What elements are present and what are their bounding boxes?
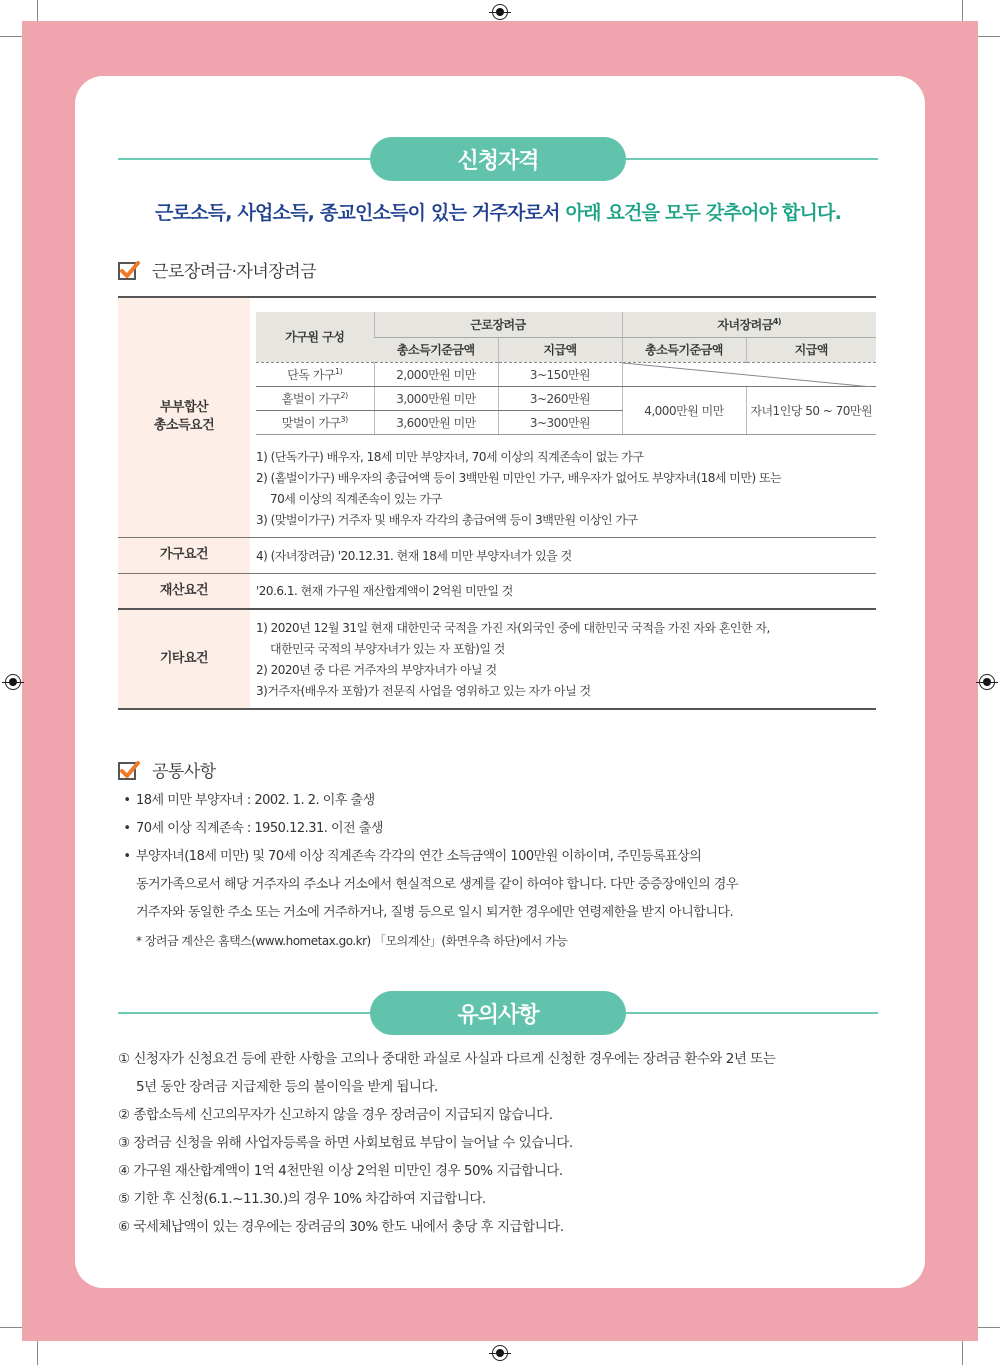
requirement-body [250,610,876,708]
header-pill: 신청자격 [370,137,626,181]
requirement-body [250,538,876,573]
table-row [256,386,876,410]
eligibility-headline [118,198,878,225]
subheading-label: 근로장려금·자녀장려금 [152,262,317,282]
bullet-item: • 18세 미만 부양자녀 : 2002. 1. 2. 이후 출생 [118,787,878,815]
header-pill: 유의사항 [370,991,626,1035]
checkbox-checked-icon [118,259,140,281]
caution-item: ③ 장려금 신청을 위해 사업자등록을 하면 사회보험료 부담이 늘어날 수 있습니다. [118,1135,573,1151]
caution-item: ⑥ 국세체납액이 있는 경우에는 장려금의 30% 한도 내에서 충당 후 지급합니다. [118,1219,564,1235]
registration-mark-icon [492,4,508,20]
work-income-std: 3,600만원 미만 [374,410,498,434]
requirement-label: 가구요건 [118,538,250,573]
work-income-std: 2,000만원 미만 [374,362,498,386]
requirement-row-property [118,574,876,610]
bullet-item: • 70세 이상 직계존속 : 1950.12.31. 이전 출생 [118,815,878,843]
requirement-label [118,298,250,537]
checkbox-checked-icon [118,759,140,781]
hometax-note: * 장려금 계산은 홈택스(www.hometax.go.kr) 「모의계산」(화면우측 하단)에서 가능 [136,934,568,948]
label-line: 부부합산 [159,400,209,416]
subheading-label: 공통사항 [152,762,216,782]
caution-item: ④ 가구원 재산합계액이 1억 4천만원 이상 2억원 미만인 경우 50% 지급합니다. [118,1163,563,1179]
requirement-row-household [118,538,876,574]
requirements-table [118,296,876,710]
requirement-line: 3)거주자(배우자 포함)가 전문직 사업을 영위하고 있는 자가 아닐 것 [256,683,591,698]
child-income-std: 4,000만원 미만 [622,386,746,434]
col-income-std: 총소득기준금액 [622,337,746,362]
registration-mark-icon [5,674,21,690]
bullet-continuation: 동거가족으로서 해당 거주자의 주소나 거소에서 현실적으로 생계를 같이 하여야 합니다. 다만 중증장애인의 경우 [136,877,738,892]
section-header-cautions [118,991,878,1035]
caution-continuation: 5년 동안 장려금 지급제한 등의 불이익을 받게 됩니다. [136,1079,438,1095]
bullet-dot-icon: • [123,821,131,836]
work-payment: 3~300만원 [498,410,622,434]
household-type: 홑벌이 가구$^{2)}$ [256,386,374,410]
footnote: 2) (홑벌이가구) 배우자의 총급여액 등이 3백만원 미만인 가구, 배우자가 없어도 부양자녀(18세 미만) 또는 [256,470,782,485]
registration-mark-icon [492,1345,508,1361]
requirement-label: 기타요건 [118,610,250,708]
caution-item: ② 종합소득세 신고의무자가 신고하지 않을 경우 장려금이 지급되지 않습니다. [118,1107,553,1123]
requirement-body [250,298,876,537]
empty-diagonal-cell [622,362,876,386]
group-work-incentive: 근로장려금 [374,312,622,337]
section-header-eligibility [118,137,878,181]
work-payment: 3~150만원 [498,362,622,386]
requirement-body [250,574,876,608]
caution-item: ① 신청자가 신청요건 등에 관한 사항을 고의나 중대한 과실로 사실과 다르게 신청한 경우에는 장려금 환수와 2년 또는 [118,1051,776,1067]
headline-green-text: 아래 요건을 모두 갖추어야 합니다. [565,202,841,224]
crop-mark [962,1340,963,1365]
crop-mark [37,1340,38,1365]
bullet-continuation: 거주자와 동일한 주소 또는 거소에 거주하거나, 질병 등으로 일시 퇴거한 경우에만 연령제한을 받지 아니합니다. [136,905,734,920]
subheading-incentives [118,257,316,282]
bullet-dot-icon: • [123,793,131,808]
common-bullets [118,787,878,955]
table-row [256,362,876,386]
work-payment: 3~260만원 [498,386,622,410]
footnote: 3) (맞벌이가구) 거주자 및 배우자 각각의 총급여액 등이 3백만원 이상인 가구 [256,512,638,527]
requirement-row-other [118,610,876,710]
footnotes [256,435,876,537]
bullet-item: • 부양자녀(18세 미만) 및 70세 이상 직계존속 각각의 연간 소득금액이 100만원 이하이며, 주민등록표상의 [118,843,878,871]
requirement-text: '20.6.1. 현재 가구원 재산합계액이 2억원 미만일 것 [256,584,513,598]
col-payment: 지급액 [746,337,876,362]
household-type: 단독 가구$^{1)}$ [256,362,374,386]
footnote: 70세 이상의 직계존속이 있는 가구 [270,491,442,506]
requirement-line: 1) 2020년 12월 31일 현재 대한민국 국적을 가진 자(외국인 중에 대한민국 국적을 가진 자와 혼인한 자, [256,620,770,635]
amount-table [256,312,876,435]
headline-blue-text: 근로소득, 사업소득, 종교인소득이 있는 거주자로서 [155,202,560,224]
col-payment: 지급액 [498,337,622,362]
requirement-text: 4) (자녀장려금) '20.12.31. 현재 18세 미만 부양자녀가 있을 것 [256,548,572,563]
label-line: 총소득요건 [153,418,215,434]
bullet-dot-icon: • [123,849,131,864]
child-payment: 자녀1인당 50 ~ 70만원 [746,386,876,434]
col-income-std: 총소득기준금액 [374,337,498,362]
requirement-label: 재산요건 [118,574,250,608]
household-type: 맞벌이 가구$^{3)}$ [256,410,374,434]
requirement-row-income [118,298,876,538]
work-income-std: 3,000만원 미만 [374,386,498,410]
caution-item: ⑤ 기한 후 신청(6.1.~11.30.)의 경우 10% 차감하여 지급합니다. [118,1191,486,1207]
footnote: 1) (단독가구) 배우자, 18세 미만 부양자녀, 70세 이상의 직계존속이 없는 가구 [256,449,644,464]
requirement-line: 대한민국 국적의 부양자녀가 있는 자 포함)일 것 [270,641,505,656]
requirement-line: 2) 2020년 중 다른 거주자의 부양자녀가 아닐 것 [256,662,497,677]
group-child-incentive: 자녀장려금$^{4)}$ [622,312,876,337]
subheading-common [118,757,216,782]
registration-mark-icon [979,674,995,690]
cautions-list [118,1045,878,1241]
col-household: 가구원 구성 [256,312,374,362]
